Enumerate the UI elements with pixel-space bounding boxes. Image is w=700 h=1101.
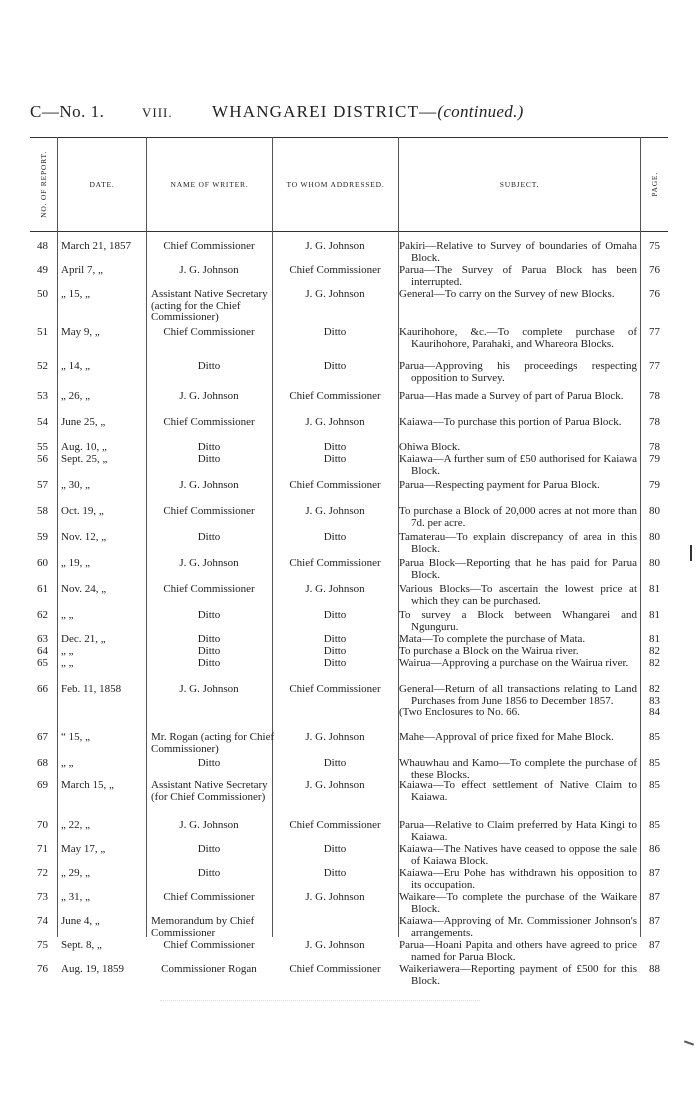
report-number: 53 (37, 390, 48, 402)
col-header-no-text: NO. OF REPORT. (39, 150, 48, 218)
title-text: WHANGAREI DISTRICT— (212, 102, 438, 121)
report-date: March 21, 1857 (61, 240, 131, 252)
addressee: J. G. Johnson (305, 416, 365, 428)
subject-line: Waikeriawera—Reporting payment of £500 for this Block. (399, 963, 637, 987)
addressee: Chief Commissioner (289, 683, 381, 695)
writer-name: Chief Commissioner (163, 416, 255, 428)
page-number (641, 868, 668, 880)
page-ref: 75 (649, 240, 660, 252)
page-number (641, 241, 668, 253)
subject-text (399, 480, 637, 492)
col-header-page (641, 137, 668, 231)
subject-line: Parua—The Survey of Parua Block has been interrupted. (399, 264, 637, 288)
page-ref: 81 (649, 633, 660, 645)
report-number: 72 (37, 867, 48, 879)
report-number: 56 (37, 453, 48, 465)
report-number: 50 (37, 288, 48, 300)
addressee: J. G. Johnson (305, 583, 365, 595)
report-date: Dec. 21, „ (61, 633, 106, 645)
report-date: „ 19, „ (61, 557, 91, 569)
margin-mark (684, 1040, 694, 1045)
report-number: 57 (37, 479, 48, 491)
page-number (641, 940, 668, 952)
subject-text (399, 289, 637, 301)
report-number: 60 (37, 557, 48, 569)
addressee: Ditto (323, 609, 347, 621)
writer-name: J. G. Johnson (179, 390, 239, 402)
page-number (641, 391, 668, 403)
page-ref: 79 (649, 453, 660, 465)
subject-text (399, 940, 637, 963)
report-date: „ 29, „ (61, 867, 91, 879)
report-date: Aug. 19, 1859 (61, 963, 124, 975)
writer-name: Assistant Native Secretary (for Chief Commissioner) (151, 779, 268, 803)
page-number (641, 454, 668, 466)
subject-line: Parua—Relative to Claim preferred by Hata Kingi to Kaiawa. (399, 819, 637, 843)
report-date: “ 15, „ (61, 731, 91, 743)
page-ref: 78 (649, 390, 660, 402)
addressee: Ditto (323, 360, 347, 372)
col-header-date: DATE. (89, 179, 115, 189)
writer-name: Ditto (197, 757, 221, 769)
subject-text (399, 820, 637, 843)
page-ref: 86 (649, 843, 660, 855)
addressee: Chief Commissioner (289, 390, 381, 402)
subject-line: To survey a Block between Whangarei and Ngunguru. (399, 609, 637, 633)
report-number: 61 (37, 583, 48, 595)
subject-line: Parua—Hoani Papita and others have agreed to price named for Parua Block. (399, 939, 637, 963)
report-number: 55 (37, 441, 48, 453)
page-number (641, 506, 668, 518)
writer-name: J. G. Johnson (179, 264, 239, 276)
subject-text (399, 454, 637, 477)
page-ref: 85 (649, 779, 660, 791)
report-date: „ „ (61, 757, 74, 769)
footer-dots (160, 1000, 480, 1001)
addressee: J. G. Johnson (305, 939, 365, 951)
subject-line: Waikare—To complete the purchase of the Waikare Block. (399, 891, 637, 915)
subject-line: General—Return of all transactions relating to Land Purchases from June 1856 to December 1857. (399, 683, 637, 707)
report-number: 52 (37, 360, 48, 372)
page-ref: 80 (649, 505, 660, 517)
page-number (641, 480, 668, 492)
writer-name: Ditto (197, 843, 221, 855)
subject-text (399, 646, 637, 658)
report-number: 68 (37, 757, 48, 769)
subject-line: Pakiri—Relative to Survey of boundaries of Omaha Block. (399, 240, 637, 264)
writer-name: Ditto (197, 867, 221, 879)
page-number (641, 289, 668, 301)
addressee: Ditto (323, 633, 347, 645)
writer-name: Chief Commissioner (163, 505, 255, 517)
subject-text (399, 844, 637, 867)
page-number (641, 684, 668, 719)
page-number (641, 844, 668, 856)
page-ref: 87 (649, 867, 660, 879)
page-ref: 88 (649, 963, 660, 975)
subject-text (399, 634, 637, 646)
page-number (641, 892, 668, 904)
subject-text (399, 361, 637, 384)
report-number: 51 (37, 326, 48, 338)
subject-line: Whauwhau and Kamo—To complete the purchase of these Blocks. (399, 757, 637, 781)
subject-text (399, 506, 637, 529)
col-header-no (30, 137, 57, 231)
page-ref: 85 (649, 757, 660, 769)
col-header-page-text: PAGE. (650, 171, 659, 197)
report-date: Oct. 19, „ (61, 505, 104, 517)
page-number (641, 417, 668, 429)
subject-line: To purchase a Block on the Wairua river. (399, 645, 579, 657)
addressee: Ditto (323, 441, 347, 453)
report-number: 66 (37, 683, 48, 695)
report-date: March 15, „ (61, 779, 114, 791)
subject-line: Wairua—Approving a purchase on the Wairua river. (399, 657, 629, 669)
addressee: J. G. Johnson (305, 240, 365, 252)
report-number: 64 (37, 645, 48, 657)
section-roman: VIII. (142, 105, 173, 120)
report-date: „ „ (61, 657, 74, 669)
report-number: 70 (37, 819, 48, 831)
page-number (641, 327, 668, 339)
addressee: Ditto (323, 326, 347, 338)
report-date: Feb. 11, 1858 (61, 683, 122, 695)
subject-text (399, 684, 637, 719)
addressee: Chief Commissioner (289, 557, 381, 569)
page-number (641, 820, 668, 832)
writer-name: Commissioner Rogan (161, 963, 257, 975)
report-date: „ „ (61, 609, 74, 621)
page-ref: 82 (649, 645, 660, 657)
page-title (212, 102, 524, 122)
page-ref: 87 (649, 915, 660, 927)
subject-text (399, 584, 637, 607)
page-number (641, 646, 668, 658)
report-date: Nov. 12, „ (61, 531, 107, 543)
addressee: Ditto (323, 843, 347, 855)
page-number (641, 361, 668, 373)
subject-text (399, 610, 637, 633)
subject-line: Kaiawa—To effect settlement of Native Claim to Kaiawa. (399, 779, 637, 803)
report-date: Sept. 8, „ (61, 939, 102, 951)
addressee: J. G. Johnson (305, 891, 365, 903)
page-number (641, 658, 668, 670)
writer-name: J. G. Johnson (179, 557, 239, 569)
subject-text (399, 916, 637, 939)
writer-name: Chief Commissioner (163, 583, 255, 595)
subject-line: Parua—Has made a Survey of part of Parua Block. (399, 390, 624, 402)
page-ref: 77 (649, 360, 660, 372)
page-ref: 85 (649, 731, 660, 743)
margin-mark (690, 545, 692, 561)
writer-name: J. G. Johnson (179, 479, 239, 491)
subject-line: General—To carry on the Survey of new Blocks. (399, 288, 615, 300)
report-number: 63 (37, 633, 48, 645)
page-ref: 87 (649, 939, 660, 951)
writer-name: Ditto (197, 609, 221, 621)
addressee: Chief Commissioner (289, 819, 381, 831)
report-number: 48 (37, 240, 48, 252)
subject-text (399, 265, 637, 288)
header-rule (30, 231, 668, 232)
report-date: „ 26, „ (61, 390, 91, 402)
subject-text (399, 868, 637, 891)
report-date: „ 31, „ (61, 891, 91, 903)
report-number: 49 (37, 264, 48, 276)
subject-line: Parua Block—Reporting that he has paid for Parua Block. (399, 557, 637, 581)
section-label: C—No. 1. (30, 102, 105, 121)
writer-name: Chief Commissioner (163, 891, 255, 903)
report-date: April 7, „ (61, 264, 103, 276)
report-number: 59 (37, 531, 48, 543)
addressee: Chief Commissioner (289, 264, 381, 276)
page-ref: 78 (649, 416, 660, 428)
report-number: 69 (37, 779, 48, 791)
subject-line: Kaurihohore, &c.—To complete purchase of Kaurihohore, Parahaki, and Whareora Blocks. (399, 326, 637, 350)
page-ref: 85 (649, 819, 660, 831)
report-date: „ 22, „ (61, 819, 91, 831)
addressee: Ditto (323, 531, 347, 543)
addressee: J. G. Johnson (305, 505, 365, 517)
subject-line: Tamaterau—To explain discrepancy of area in this Block. (399, 531, 637, 555)
writer-name: Mr. Rogan (acting for Chief Commissioner) (151, 731, 275, 755)
col-header-addressed: TO WHOM ADDRESSED. (286, 179, 385, 189)
subject-text (399, 558, 637, 581)
col-header-subject: SUBJECT. (499, 179, 540, 189)
addressee: J. G. Johnson (305, 731, 365, 743)
report-date: May 9, „ (61, 326, 100, 338)
subject-text (399, 732, 637, 744)
page-number (641, 442, 668, 454)
addressee: Chief Commissioner (289, 479, 381, 491)
page-number (641, 780, 668, 792)
subject-line: Various Blocks—To ascertain the lowest price at which they can be purchased. (399, 583, 637, 607)
subject-line: Kaiawa—To purchase this portion of Parua Block. (399, 416, 622, 428)
subject-text (399, 780, 637, 803)
page-number (641, 265, 668, 277)
page-ref: 81 (649, 583, 660, 595)
subject-line: Kaiawa—The Natives have ceased to oppose the sale of Kaiawa Block. (399, 843, 637, 867)
title-suffix: (continued.) (437, 102, 524, 121)
subject-text (399, 658, 637, 670)
subject-text (399, 892, 637, 915)
page-ref: 81 (649, 609, 660, 621)
addressee: Ditto (323, 867, 347, 879)
report-number: 71 (37, 843, 48, 855)
subject-line: To purchase a Block of 20,000 acres at not more than 7d. per acre. (399, 505, 637, 529)
writer-name: Chief Commissioner (163, 326, 255, 338)
subject-line: Kaiawa—A further sum of £50 authorised for Kaiawa Block. (399, 453, 637, 477)
subject-line: Mahe—Approval of price fixed for Mahe Block. (399, 731, 614, 743)
report-date: „ 14, „ (61, 360, 91, 372)
page-ref: 82 (649, 683, 660, 695)
page-number (641, 634, 668, 646)
report-number: 62 (37, 609, 48, 621)
report-date: Aug. 10, „ (61, 441, 107, 453)
subject-line: Parua—Approving his proceedings respecting opposition to Survey. (399, 360, 637, 384)
page-ref: 77 (649, 326, 660, 338)
writer-name: Ditto (197, 441, 221, 453)
addressee: Chief Commissioner (289, 963, 381, 975)
addressee: Ditto (323, 657, 347, 669)
subject-text (399, 532, 637, 555)
report-date: „ „ (61, 645, 74, 657)
subject-line: Kaiawa—Eru Pohe has withdrawn his opposition to its occupation. (399, 867, 637, 891)
writer-name: Chief Commissioner (163, 939, 255, 951)
addressee: J. G. Johnson (305, 779, 365, 791)
report-number: 67 (37, 731, 48, 743)
subject-text (399, 417, 637, 429)
page-ref: 82 (649, 657, 660, 669)
writer-name: Memorandum by Chief Commissioner (151, 915, 255, 939)
writer-name: Ditto (197, 645, 221, 657)
report-date: June 25, „ (61, 416, 106, 428)
page-ref: 87 (649, 891, 660, 903)
report-number: 75 (37, 939, 48, 951)
page-ref: 78 (649, 441, 660, 453)
report-number: 74 (37, 915, 48, 927)
addressee: Ditto (323, 757, 347, 769)
page-number (641, 532, 668, 544)
addressee: Ditto (323, 453, 347, 465)
page-ref: 76 (649, 264, 660, 276)
writer-name: Assistant Native Secretary (acting for the Chief Commissioner) (151, 288, 268, 323)
report-date: „ 30, „ (61, 479, 91, 491)
writer-name: Chief Commissioner (163, 240, 255, 252)
writer-name: Ditto (197, 657, 221, 669)
page-ref: 84 (649, 706, 660, 718)
subject-line: Mata—To complete the purchase of Mata. (399, 633, 586, 645)
report-table (30, 137, 668, 987)
page-ref: 80 (649, 531, 660, 543)
page-number (641, 916, 668, 928)
report-number: 76 (37, 963, 48, 975)
subject-line: (Two Enclosures to No. 66. (399, 706, 520, 718)
page-ref: 83 (649, 694, 660, 707)
subject-text (399, 442, 637, 454)
writer-name: Ditto (197, 453, 221, 465)
subject-line: Kaiawa—Approving of Mr. Commissioner Johnson's arrangements. (399, 915, 637, 939)
writer-name: Ditto (197, 633, 221, 645)
page-number (641, 732, 668, 744)
report-date: Sept. 25, „ (61, 453, 108, 465)
page-number (641, 558, 668, 570)
report-number: 54 (37, 416, 48, 428)
subject-text (399, 241, 637, 264)
subject-text (399, 964, 637, 987)
report-date: Nov. 24, „ (61, 583, 107, 595)
subject-text (399, 327, 637, 350)
page-ref: 79 (649, 479, 660, 491)
report-number: 65 (37, 657, 48, 669)
report-date: June 4, „ (61, 915, 100, 927)
page-number (641, 584, 668, 596)
subject-text (399, 758, 637, 781)
page-header (30, 102, 670, 126)
page-number (641, 964, 668, 976)
page-number (641, 610, 668, 622)
report-date: May 17, „ (61, 843, 106, 855)
subject-text (399, 391, 637, 403)
page-ref: 76 (649, 288, 660, 300)
writer-name: J. G. Johnson (179, 819, 239, 831)
col-divider (57, 137, 58, 937)
addressee: J. G. Johnson (305, 288, 365, 300)
page-number (641, 758, 668, 770)
report-number: 73 (37, 891, 48, 903)
subject-line: Parua—Respecting payment for Parua Block. (399, 479, 600, 491)
report-number: 58 (37, 505, 48, 517)
subject-line: Ohiwa Block. (399, 441, 461, 453)
writer-name: J. G. Johnson (179, 683, 239, 695)
page-ref: 80 (649, 557, 660, 569)
addressee: Ditto (323, 645, 347, 657)
writer-name: Ditto (197, 531, 221, 543)
col-header-writer: NAME OF WRITER. (170, 179, 249, 189)
report-date: „ 15, „ (61, 288, 91, 300)
writer-name: Ditto (197, 360, 221, 372)
